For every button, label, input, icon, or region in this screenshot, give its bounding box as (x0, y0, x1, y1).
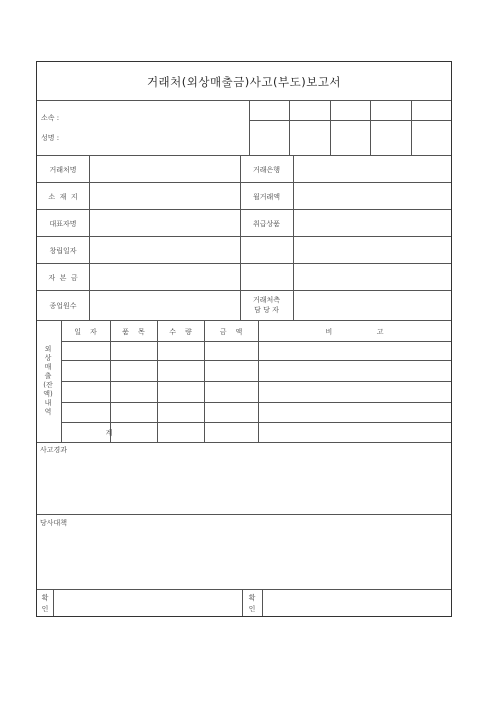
company-measures-label: 당사대책 (40, 519, 68, 527)
confirm-signature-right[interactable] (263, 590, 451, 616)
name-label: 성명 : (41, 134, 60, 142)
total-row-fields[interactable] (158, 423, 451, 442)
company-measures-field[interactable] (38, 530, 451, 588)
blank-cell[interactable] (241, 264, 293, 290)
approval-box-5[interactable] (412, 121, 451, 155)
client-contact-label-2: 담 당 자 (254, 306, 279, 314)
col-item-header: 품 목 (122, 328, 145, 336)
approval-box-3[interactable] (331, 121, 370, 155)
table-row[interactable] (62, 382, 451, 402)
total-label: 계 (105, 429, 113, 437)
representative-label: 대표자명 (49, 220, 77, 228)
table-row[interactable] (62, 403, 451, 422)
col-date-header: 일 자 (74, 328, 97, 336)
col-remarks-header: 비 고 (325, 328, 384, 336)
employees-field[interactable] (90, 291, 240, 320)
capital-label: 자 본 금 (48, 274, 78, 282)
approval-box-2[interactable] (290, 121, 330, 155)
approval-box-4[interactable] (371, 121, 411, 155)
table-row[interactable] (62, 361, 451, 381)
confirm-label-right: 확인 (248, 594, 256, 613)
blank-cell[interactable] (294, 264, 451, 290)
client-name-field[interactable] (90, 156, 240, 182)
client-name-label: 거래처명 (49, 166, 77, 174)
blank-cell[interactable] (294, 237, 451, 263)
products-field[interactable] (294, 210, 451, 236)
client-contact-field[interactable] (294, 291, 451, 320)
monthly-volume-field[interactable] (294, 183, 451, 209)
incident-report-form (36, 61, 452, 617)
confirm-signature-left[interactable] (54, 590, 242, 616)
incident-progress-label: 사고경과 (40, 446, 68, 454)
col-amount-header: 금 액 (219, 328, 243, 336)
divider (37, 100, 451, 101)
employees-label: 종업원수 (49, 302, 77, 310)
incident-progress-field[interactable] (38, 457, 451, 513)
founding-date-field[interactable] (90, 237, 240, 263)
location-field[interactable] (90, 183, 240, 209)
products-label: 취급상품 (252, 220, 281, 228)
col-qty-header: 수 량 (169, 328, 192, 336)
confirm-label-left: 확인 (41, 594, 49, 613)
receivables-section-label: 외상매출(잔액)내역 (43, 345, 53, 416)
affiliation-label: 소속 : (41, 114, 60, 122)
client-bank-field[interactable] (294, 156, 451, 182)
capital-field[interactable] (90, 264, 240, 290)
table-row[interactable] (62, 342, 451, 360)
monthly-volume-label: 월거래액 (252, 193, 281, 201)
blank-cell[interactable] (241, 237, 293, 263)
approval-box-1[interactable] (250, 121, 289, 155)
founding-date-label: 창립일자 (49, 247, 77, 255)
form-title: 거래처(외상매출금)사고(부도)보고서 (146, 75, 342, 89)
location-label: 소 재 지 (48, 193, 78, 201)
client-contact-label-1: 거래처측 (252, 296, 281, 304)
representative-field[interactable] (90, 210, 240, 236)
client-bank-label: 거래은행 (252, 166, 281, 174)
